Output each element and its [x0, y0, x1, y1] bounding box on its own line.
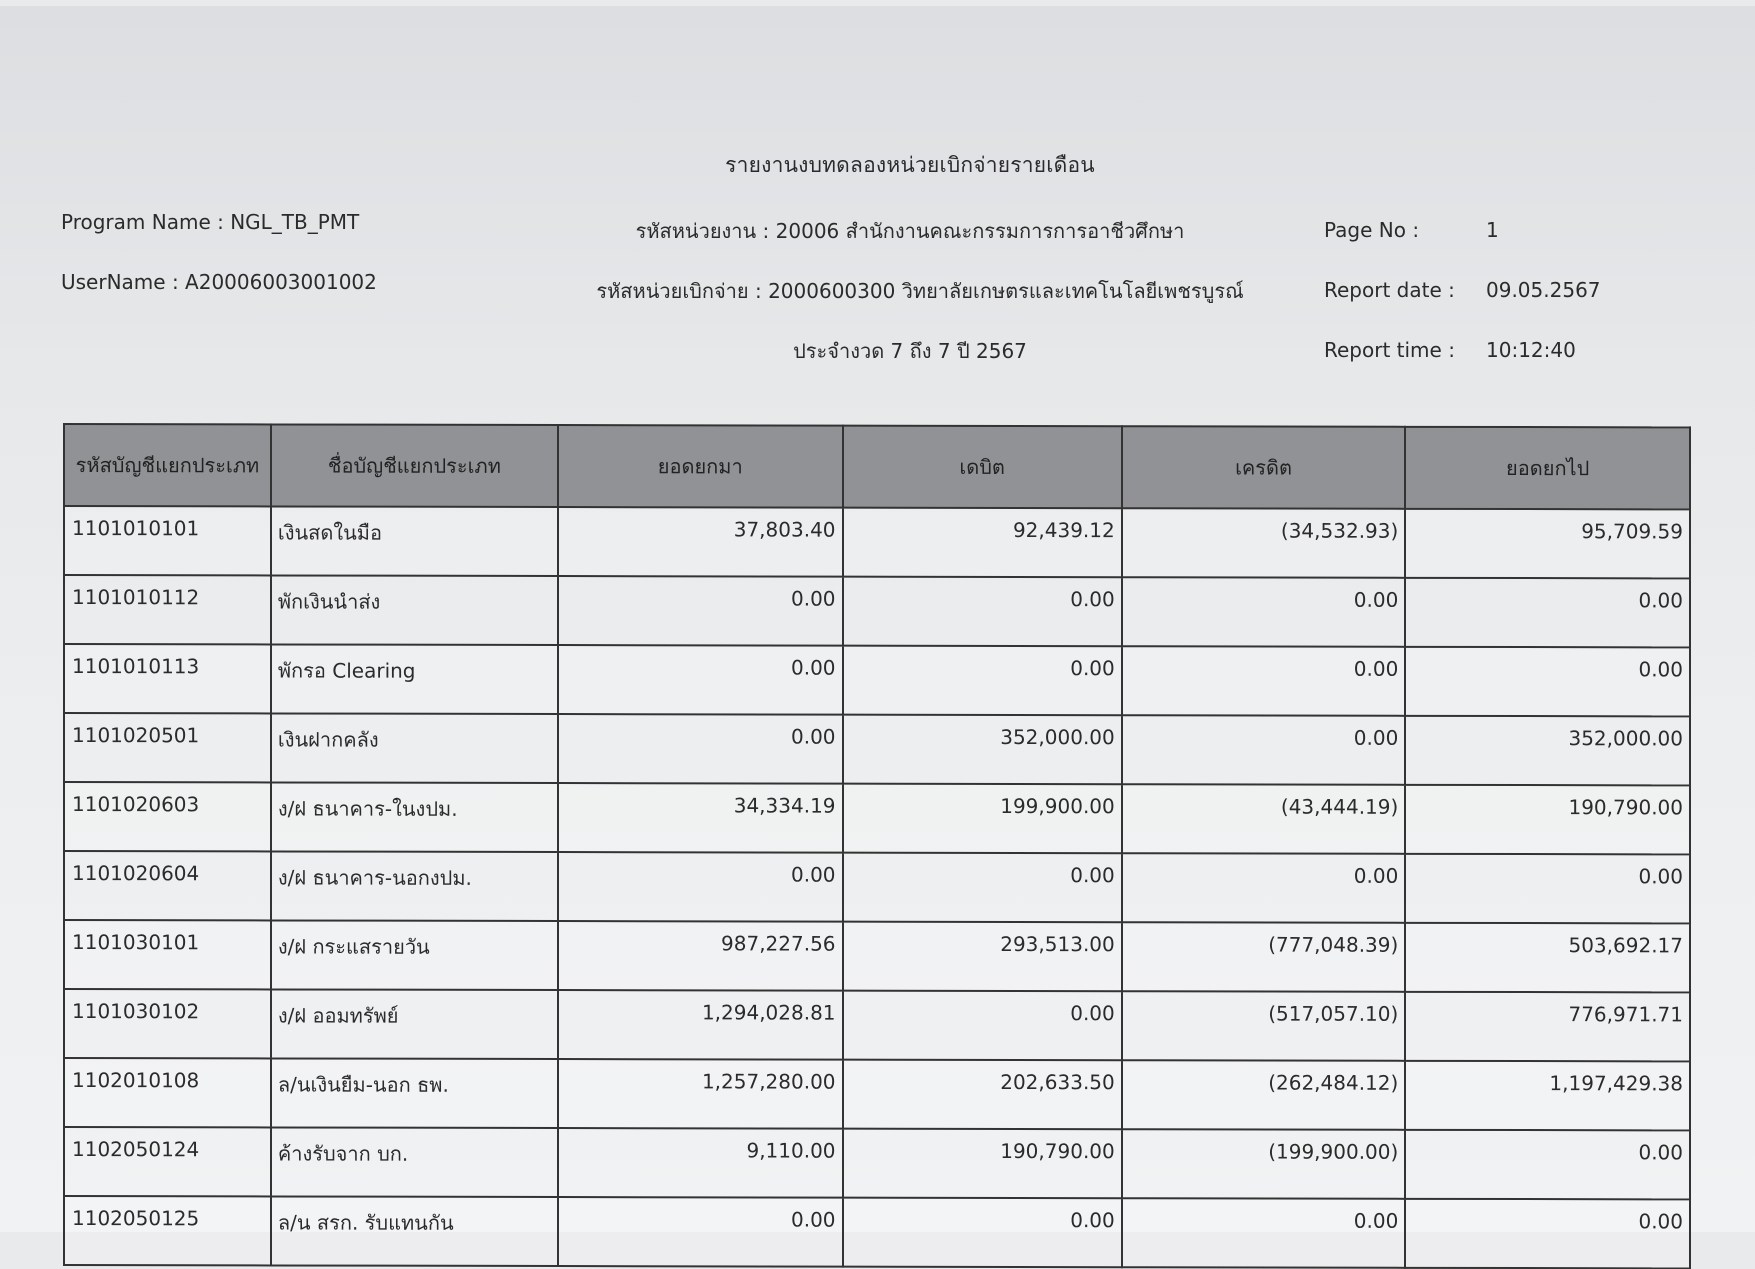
opening-balance-cell: 37,803.40 [558, 507, 843, 577]
debit-cell: 92,439.12 [843, 508, 1122, 578]
table-row [64, 851, 1690, 923]
debit-cell: 202,633.50 [843, 1060, 1122, 1130]
agency-line: รหัสหน่วยงาน : 20006 สำนักงานคณะกรรมการการอาชีวศึกษา [635, 219, 1185, 243]
debit-cell: 199,900.00 [843, 784, 1122, 854]
opening-balance-cell: 987,227.56 [558, 921, 843, 991]
table-row [64, 920, 1690, 992]
closing-balance-cell: 776,971.71 [1405, 992, 1690, 1062]
closing-balance-cell: 352,000.00 [1405, 716, 1690, 786]
closing-balance-cell: 1,197,429.38 [1405, 1061, 1690, 1131]
account-name-cell: เงินสดในมือ [271, 506, 558, 576]
program-name: Program Name : NGL_TB_PMT [61, 210, 360, 234]
closing-balance-cell: 190,790.00 [1405, 785, 1690, 855]
account-name-cell: ค้างรับจาก บก. [271, 1127, 558, 1197]
opening-balance-cell: 1,257,280.00 [558, 1059, 843, 1129]
closing-balance-cell: 0.00 [1405, 1199, 1690, 1269]
account-code-cell: 1101030102 [64, 989, 271, 1058]
closing-balance-cell: 0.00 [1405, 1130, 1690, 1200]
account-code-cell: 1101020501 [64, 713, 271, 782]
table-row [64, 575, 1690, 647]
account-name-cell: ง/ฝ ธนาคาร-ในงปม. [271, 782, 558, 852]
table-row [64, 782, 1690, 854]
page-no-label: Page No : [1324, 218, 1420, 242]
credit-cell: (517,057.10) [1122, 991, 1406, 1061]
closing-balance-cell: 0.00 [1405, 578, 1690, 648]
debit-cell: 0.00 [843, 1198, 1122, 1268]
debit-cell: 0.00 [843, 853, 1122, 923]
credit-cell: 0.00 [1122, 646, 1406, 716]
report-date-value: 09.05.2567 [1486, 278, 1601, 302]
account-code-cell: 1101010113 [64, 644, 271, 713]
closing-balance-cell: 0.00 [1405, 647, 1690, 717]
header-debit: เดบิต [843, 426, 1122, 509]
opening-balance-cell: 0.00 [558, 714, 843, 784]
report-title: รายงานงบทดลองหน่วยเบิกจ่ายรายเดือน [725, 153, 1095, 177]
closing-balance-cell: 503,692.17 [1405, 923, 1690, 993]
credit-cell: 0.00 [1122, 577, 1406, 647]
table-row [64, 1058, 1690, 1130]
report-time-value: 10:12:40 [1486, 338, 1576, 362]
account-code-cell: 1102050124 [64, 1127, 271, 1196]
opening-balance-cell: 9,110.00 [558, 1128, 843, 1198]
credit-cell: (777,048.39) [1122, 922, 1406, 992]
account-name-cell: ล/น สรก. รับแทนกัน [271, 1196, 558, 1266]
account-code-cell: 1101020603 [64, 782, 271, 851]
account-name-cell: ง/ฝ ธนาคาร-นอกงปม. [271, 851, 558, 921]
credit-cell: 0.00 [1122, 715, 1406, 785]
closing-balance-cell: 0.00 [1405, 854, 1690, 924]
account-code-cell: 1102050125 [64, 1196, 271, 1265]
debit-cell: 0.00 [843, 991, 1122, 1061]
opening-balance-cell: 0.00 [558, 1197, 843, 1267]
opening-balance-cell: 0.00 [558, 852, 843, 922]
account-code-cell: 1101010101 [64, 506, 271, 575]
closing-balance-cell: 95,709.59 [1405, 509, 1690, 579]
report-time-label: Report time : [1324, 338, 1455, 362]
account-name-cell: พักรอ Clearing [271, 644, 558, 714]
debit-cell: 0.00 [843, 577, 1122, 647]
account-code-cell: 1101020604 [64, 851, 271, 920]
account-code-cell: 1101010112 [64, 575, 271, 644]
account-name-cell: พักเงินนำส่ง [271, 575, 558, 645]
credit-cell: 0.00 [1122, 853, 1406, 923]
debit-cell: 0.00 [843, 646, 1122, 716]
header-account-name: ชื่อบัญชีแยกประเภท [271, 424, 558, 507]
header-account-code: รหัสบัญชีแยกประเภท [64, 424, 271, 506]
account-code-cell: 1102010108 [64, 1058, 271, 1127]
table-row [64, 1127, 1690, 1199]
table-row [64, 713, 1690, 785]
user-name: UserName : A20006003001002 [61, 270, 377, 294]
table-row [64, 644, 1690, 716]
account-code-cell: 1101030101 [64, 920, 271, 989]
account-name-cell: ง/ฝ กระแสรายวัน [271, 920, 558, 990]
credit-cell: 0.00 [1122, 1198, 1406, 1268]
opening-balance-cell: 34,334.19 [558, 783, 843, 853]
table-row [64, 506, 1690, 578]
table-header-row [64, 424, 1690, 509]
header-opening-balance: ยอดยกมา [558, 425, 843, 508]
period-line: ประจำงวด 7 ถึง 7 ปี 2567 [793, 339, 1027, 363]
page-no-value: 1 [1486, 218, 1499, 242]
account-name-cell: ล/นเงินยืม-นอก ธพ. [271, 1058, 558, 1128]
opening-balance-cell: 0.00 [558, 576, 843, 646]
debit-cell: 190,790.00 [843, 1129, 1122, 1199]
debit-cell: 293,513.00 [843, 922, 1122, 992]
account-name-cell: ง/ฝ ออมทรัพย์ [271, 989, 558, 1059]
opening-balance-cell: 0.00 [558, 645, 843, 715]
credit-cell: (43,444.19) [1122, 784, 1406, 854]
credit-cell: (262,484.12) [1122, 1060, 1406, 1130]
opening-balance-cell: 1,294,028.81 [558, 990, 843, 1060]
report-date-label: Report date : [1324, 278, 1455, 302]
table-row [64, 1196, 1690, 1268]
debit-cell: 352,000.00 [843, 715, 1122, 785]
credit-cell: (34,532.93) [1122, 508, 1406, 578]
account-name-cell: เงินฝากคลัง [271, 713, 558, 783]
header-credit: เครดิต [1122, 426, 1406, 509]
trial-balance-table [63, 423, 1691, 1269]
credit-cell: (199,900.00) [1122, 1129, 1406, 1199]
table-row [64, 989, 1690, 1061]
header-closing-balance: ยอดยกไป [1405, 427, 1690, 510]
disbursing-unit-line: รหัสหน่วยเบิกจ่าย : 2000600300 วิทยาลัยเกษตรและเทคโนโลยีเพชรบูรณ์ [596, 279, 1244, 303]
